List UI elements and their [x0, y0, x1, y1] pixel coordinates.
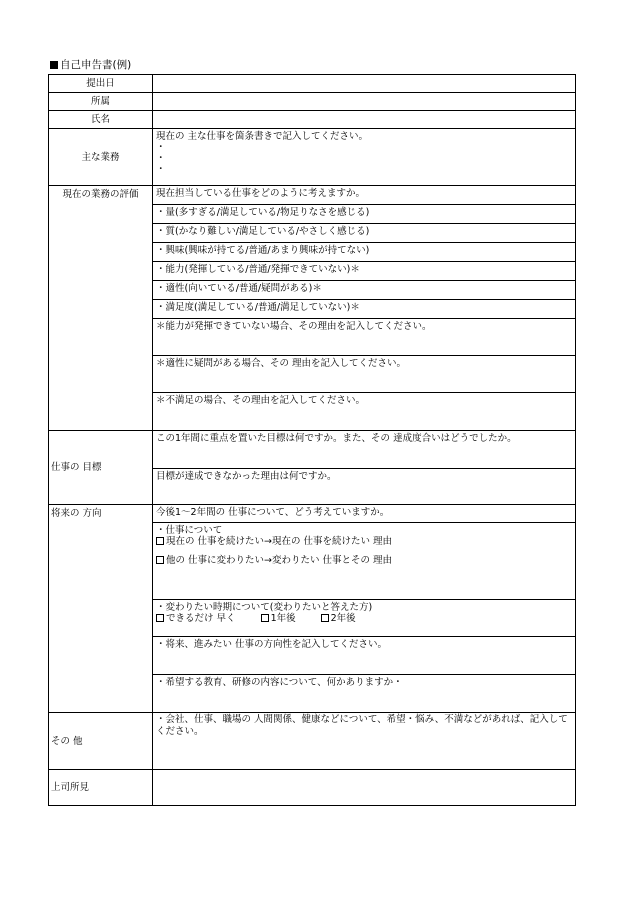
evaluation-note-satisfaction[interactable]: ＊不満足の場合、その理由を記入してください。	[153, 393, 576, 431]
evaluation-item-quality: ・質(かなり難しい/満足している/やさしく感じる)	[153, 224, 576, 243]
label-other: その 他	[49, 713, 153, 770]
label-main-duties: 主な業務	[49, 129, 153, 186]
label-name: 氏名	[49, 111, 153, 129]
main-duties-instruction: 現在の 主な仕事を箇条書きで記入してください。	[156, 131, 369, 142]
self-report-form	[48, 74, 576, 806]
timing-option-1year[interactable]: 1年後	[261, 613, 296, 624]
row-supervisor	[49, 770, 576, 806]
evaluation-item-aptitude: ・適性(向いている/普通/疑問がある)＊	[153, 281, 576, 300]
future-direction[interactable]: ・将来、進みたい 仕事の方向性を記入してください。	[153, 637, 576, 675]
row-evaluation-question	[49, 186, 576, 205]
checkbox-icon[interactable]	[156, 556, 164, 564]
field-supervisor[interactable]	[153, 770, 576, 806]
row-other	[49, 713, 576, 770]
checkbox-icon[interactable]	[156, 614, 164, 622]
evaluation-note-ability[interactable]: ＊能力が発揮できていない場合、その理由を記入してください。	[153, 319, 576, 356]
field-submit-date[interactable]	[153, 75, 576, 93]
evaluation-item-interest: ・興味(興味が持てる/普通/あまり興味が持てない)	[153, 243, 576, 262]
evaluation-question: 現在担当している仕事をどのように考えますか。	[153, 186, 576, 205]
evaluation-item-quantity: ・量(多すぎる/満足している/物足りなさを感じる)	[153, 205, 576, 224]
row-department	[49, 93, 576, 111]
field-department[interactable]	[153, 93, 576, 111]
checkbox-icon[interactable]	[261, 614, 269, 622]
row-future-question	[49, 505, 576, 523]
row-submit-date	[49, 75, 576, 93]
checkbox-icon[interactable]	[156, 537, 164, 545]
evaluation-item-satisfaction: ・満足度(満足している/普通/満足していない)＊	[153, 300, 576, 319]
goals-question-2[interactable]: 目標が達成できなかった理由は何ですか。	[153, 469, 576, 505]
label-submit-date: 提出日	[49, 75, 153, 93]
row-main-duties	[49, 129, 576, 186]
timing-option-asap[interactable]: できるだけ 早く	[156, 613, 236, 624]
future-question: 今後1〜2年間の 仕事について、どう考えていますか。	[153, 505, 576, 523]
field-name[interactable]	[153, 111, 576, 129]
timing-options	[156, 613, 572, 624]
future-work-section	[153, 523, 576, 600]
field-main-duties[interactable]	[153, 129, 576, 186]
main-duties-bullet: ・	[156, 153, 166, 164]
evaluation-item-ability: ・能力(発揮している/普通/発揮できていない)＊	[153, 262, 576, 281]
square-bullet-icon	[50, 61, 58, 69]
option-continue[interactable]: 現在の 仕事を続けたい→現在の 仕事を続けたい 理由	[156, 536, 572, 547]
label-supervisor: 上司所見	[49, 770, 153, 806]
label-future: 将来の 方向	[49, 505, 153, 713]
label-goals: 仕事の 目標	[49, 431, 153, 505]
timing-option-2year[interactable]: 2年後	[321, 613, 356, 624]
evaluation-note-aptitude[interactable]: ＊適性に疑問がある場合、その 理由を記入してください。	[153, 356, 576, 393]
main-duties-bullet: ・	[156, 164, 166, 175]
future-timing-heading: ・変わりたい時期について(変わりたいと答えた方)	[156, 602, 373, 613]
main-duties-bullet: ・	[156, 142, 166, 153]
label-department: 所属	[49, 93, 153, 111]
future-education[interactable]: ・希望する教育、研修の内容について、何かありますか・	[153, 675, 576, 713]
option-change[interactable]: 他の 仕事に変わりたい→変わりたい 仕事とその 理由	[156, 555, 572, 566]
row-goals-q1	[49, 431, 576, 469]
row-name	[49, 111, 576, 129]
goals-question-1[interactable]: この1年間に重点を置いた目標は何ですか。また、その 達成度合いはどうでしたか。	[153, 431, 576, 469]
future-timing-section	[153, 600, 576, 637]
checkbox-icon[interactable]	[321, 614, 329, 622]
label-evaluation: 現在の業務の評価	[49, 186, 153, 431]
document-title: 自己申告書(例)	[50, 59, 131, 71]
future-work-heading: ・仕事について	[156, 525, 223, 536]
field-other[interactable]: ・会社、仕事、職場の 人間関係、健康などについて、希望・悩み、不満などがあれば、記入してください。	[153, 713, 576, 770]
